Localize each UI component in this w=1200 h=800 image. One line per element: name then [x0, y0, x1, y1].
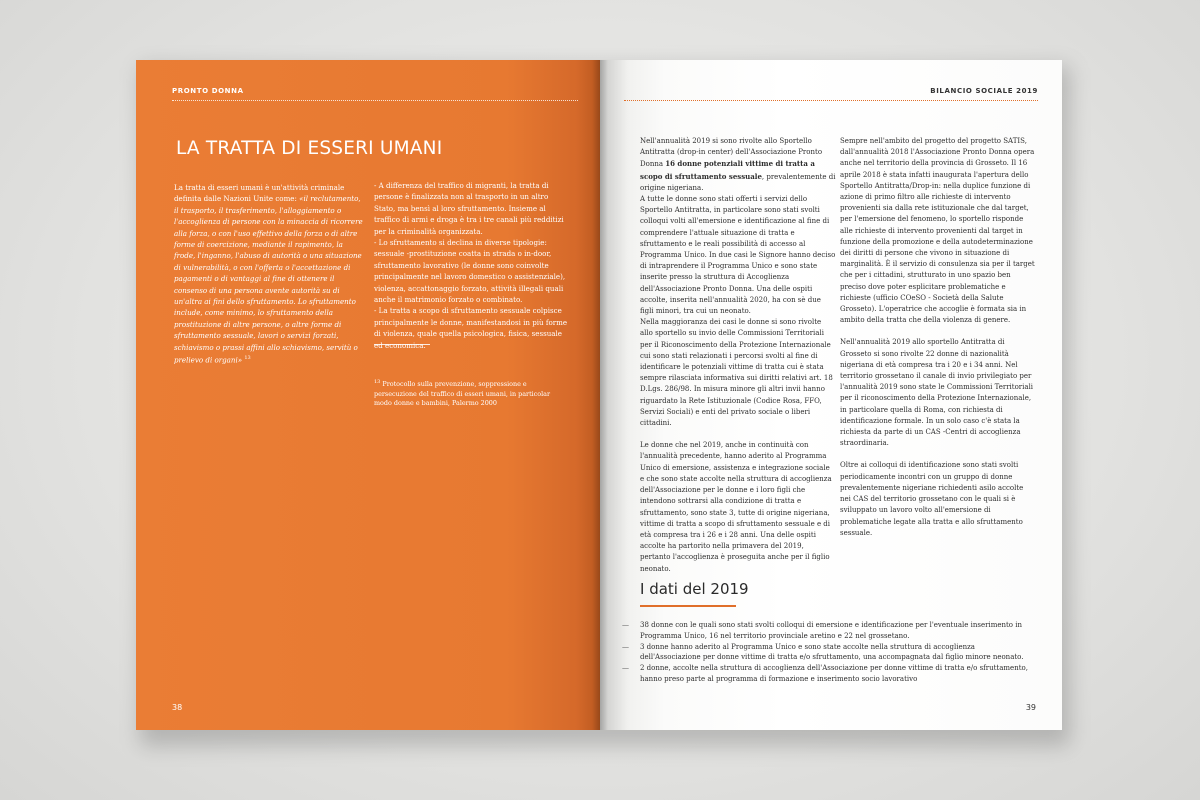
- intro-text: La tratta di esseri umani è un'attività criminale definita dalle Nazioni Unite come:: [174, 183, 345, 204]
- header-rule-left: [172, 100, 578, 101]
- footnote-rule: [374, 344, 430, 345]
- bullet-paragraph: - La tratta a scopo di sfruttamento sessuale colpisce principalmente le donne, manifestandosi in più forme di violenza, quale quella psicologica, fisica, sessuale ed economica.: [374, 306, 568, 350]
- paragraph-text: A tutte le donne sono stati offerti i servizi dello Sportello Antitratta, in particolare sono stati svolti colloqui volti all'emersione e identificazione al fine di comprendere l'attuale situazione di tratta e sfruttamento e le reali possibilità di accesso al Programma Unico. In due casi le Signore hanno deciso di intraprendere il Programma Unico e sono state inserite presso la struttura di Accoglienza dell'Associazione Pronto Donna. Una delle ospiti accolte, inserita nell'annualità 2020, ha con sè due figli minori, tra cui un neonato.: [640, 195, 836, 316]
- list-item: — 38 donne con le quali sono stati svolti colloqui di emersione e identificazione per l'eventuale inserimento in Programma Unico, 16 nel territorio provinciale aretino e 22 nel grossetano.: [622, 620, 1032, 642]
- left-column-1: [174, 182, 364, 366]
- data-list: [622, 620, 1032, 685]
- header-rule-right: [624, 100, 1038, 101]
- footnote: [374, 378, 564, 409]
- page-title: LA TRATTA DI ESSERI UMANI: [176, 138, 443, 159]
- paragraph: Nell'annualità 2019 allo sportello Antitratta di Grosseto si sono rivolte 22 donne di nazionalità nigeriana di età compresa tra i 20 e i 34 anni. Nel territorio grossetano il canale di invio privilegiato per l'annualità 2019 sono state le Commissioni Territoriali per il riconoscimento della Protezione Internazionale, in particolare quella di Roma, con richiesta di identificazione formale. In un solo caso c'è stata la richiesta da parte di un CAS -Centri di accoglienza straordinaria.: [840, 338, 1034, 448]
- running-head-left: PRONTO DONNA: [172, 87, 244, 95]
- page-number-left: 38: [172, 703, 183, 712]
- list-item: — 3 donne hanno aderito al Programma Unico e sono state accolte nella struttura di accoglienza dell'Associazione per donne vittime di tratta e/o sfruttamento, una accompagnata dal figlio minore neonato.: [622, 642, 1032, 664]
- page-number-right: 39: [1025, 703, 1036, 712]
- data-title-underline: [640, 605, 736, 607]
- data-section-title: I dati del 2019: [640, 580, 749, 598]
- definition-quote: «il reclutamento, il trasporto, il trasferimento, l'alloggiamento o l'accoglienza di persone con la minaccia di ricorrere alla forza, o con l'uso effettivo della forza o di altre forme di coercizione, mediante il rapimento, la frode, l'inganno, l'abuso di autorità o una situazione di vulnerabilità, o con l'offerta o l'accettazione di pagamenti o di vantaggi al fine di ottenere il consenso di una persona avente autorità su di un'altra ai fini dello sfruttamento. Lo sfruttamento include, come minimo, lo sfruttamento della prostituzione di altre persone, o altre forme di sfruttamento sessuale, lavori o servizi forzati, schiavismo o prassi affini allo schiavismo, servitù o prelievo di organi»: [174, 194, 363, 365]
- footnote-text: Protocollo sulla prevenzione, soppressione e persecuzione del traffico di esseri umani, in particolar modo donne e bambini, Palermo 2000: [374, 380, 551, 408]
- bullet-paragraph: - Lo sfruttamento si declina in diverse tipologie: sessuale -prostituzione coatta in strada o in-door, sfruttamento lavorativo (le donne sono coinvolte principalmente nel lavoro domestico o assistenziale), violenza, accattonaggio forzato, attività illegali quali anche il matrimonio forzato o combinato.: [374, 238, 566, 305]
- right-column-1: [640, 136, 836, 586]
- highlight-text: 16 donne potenziali vittime di tratta a scopo di sfruttamento sessuale: [640, 159, 815, 181]
- paragraph: Sempre nell'ambito del progetto del progetto SATIS, dall'annualità 2018 l'Associazione Pronto Donna opera anche nel territorio della provincia di Grosseto. Il 16 aprile 2018 è stata infatti inaugurata l'apertura dello Sportello Antitratta/Drop-in: nella duplice funzione di azione di primo filtro alle richieste di intervento provenienti sia dalla rete istituzionale che dal target, per l'emersione del fenomeno, lo sportello risponde alle richieste di intervento provenienti dal target in funzione della promozione e della autodeterminazione dei diritti di persone che vivono in situazione di marginalità. È il servizio di consulenza sia per il target che per i cittadini, strutturato in uno spazio ben preciso dove poter esplicitare problematiche e richieste (ufficio COeSO - Società della Salute Grosseto). L'operatrice che accoglie è formata sia in ambito della tratta che della violenza di genere.: [840, 137, 1035, 325]
- right-page: [600, 60, 1062, 730]
- paragraph: Le donne che nel 2019, anche in continuità con l'annualità precedente, hanno aderito al Programma Unico di emersione, assistenza e integrazione sociale e che sono state accolte nella struttura di accoglienza dell'Associazione per le donne e i loro figli che intendono sottrarsi alla condizione di tratta e sfruttamento, sono state 3, tutte di origine nigeriana, vittime di tratta a scopo di sfruttamento sessuale e di età compresa tra i 26 e i 28 anni. Una delle ospiti accolte ha partorito nella primavera del 2019, pertanto l'accoglienza è proseguita anche per il figlio neonato.: [640, 441, 832, 573]
- footnote-number: 13: [374, 379, 381, 385]
- paragraph: [640, 136, 836, 429]
- paragraph-text: Nella maggioranza dei casi le donne si sono rivolte allo sportello su invio delle Commissioni Territoriali per il Riconoscimento della Protezione Internazionale cui sono stati relazionati i percorsi svolti al fine di identificare le potenziali vittime di tratta cui è stata sempre rilasciata informativa sui diritti relativi art. 18 D.Lgs. 286/98. In misura minore gli altri invii hanno riguardato la Rete Istituzionale (Codice Rosa, FFO, Servizi Sociali) e enti del privato sociale o liberi cittadini.: [640, 318, 833, 428]
- paragraph-text: Nell'annualità 2019 si sono rivolte allo Sportello Antitratta (drop-in center) dell'Associazione Pronto Donna: [640, 137, 823, 169]
- left-column-2: [374, 180, 569, 351]
- book-spine: [592, 60, 608, 730]
- right-column-2: [840, 136, 1036, 550]
- list-item: — 2 donne, accolte nella struttura di accoglienza dell'Associazione per donne vittime di tratta e/o sfruttamento, hanno preso parte al programma di formazione e inserimento socio lavorativo: [622, 663, 1032, 685]
- running-head-right: BILANCIO SOCIALE 2019: [930, 87, 1038, 95]
- footnote-ref: 13: [244, 355, 251, 362]
- bullet-paragraph: - A differenza del traffico di migranti, la tratta di persone è finalizzata non al trasporto in un altro Stato, ma bensì al loro sfruttamento. Insieme al traffico di armi e droga è tra i tre canali più redditizi per la criminalità organizzata.: [374, 181, 564, 236]
- paragraph-text: , prevalentemente di origine nigeriana.: [640, 172, 836, 192]
- paragraph: Oltre ai colloqui di identificazione sono stati svolti periodicamente incontri con un gruppo di donne prevalentemente nigeriane richiedenti asilo accolte nei CAS del territorio grossetano con le quali si è sviluppato un lavoro volto all'emersione di problematiche legate alla tratta e allo sfruttamento sessuale.: [840, 461, 1024, 537]
- left-page: [136, 60, 600, 730]
